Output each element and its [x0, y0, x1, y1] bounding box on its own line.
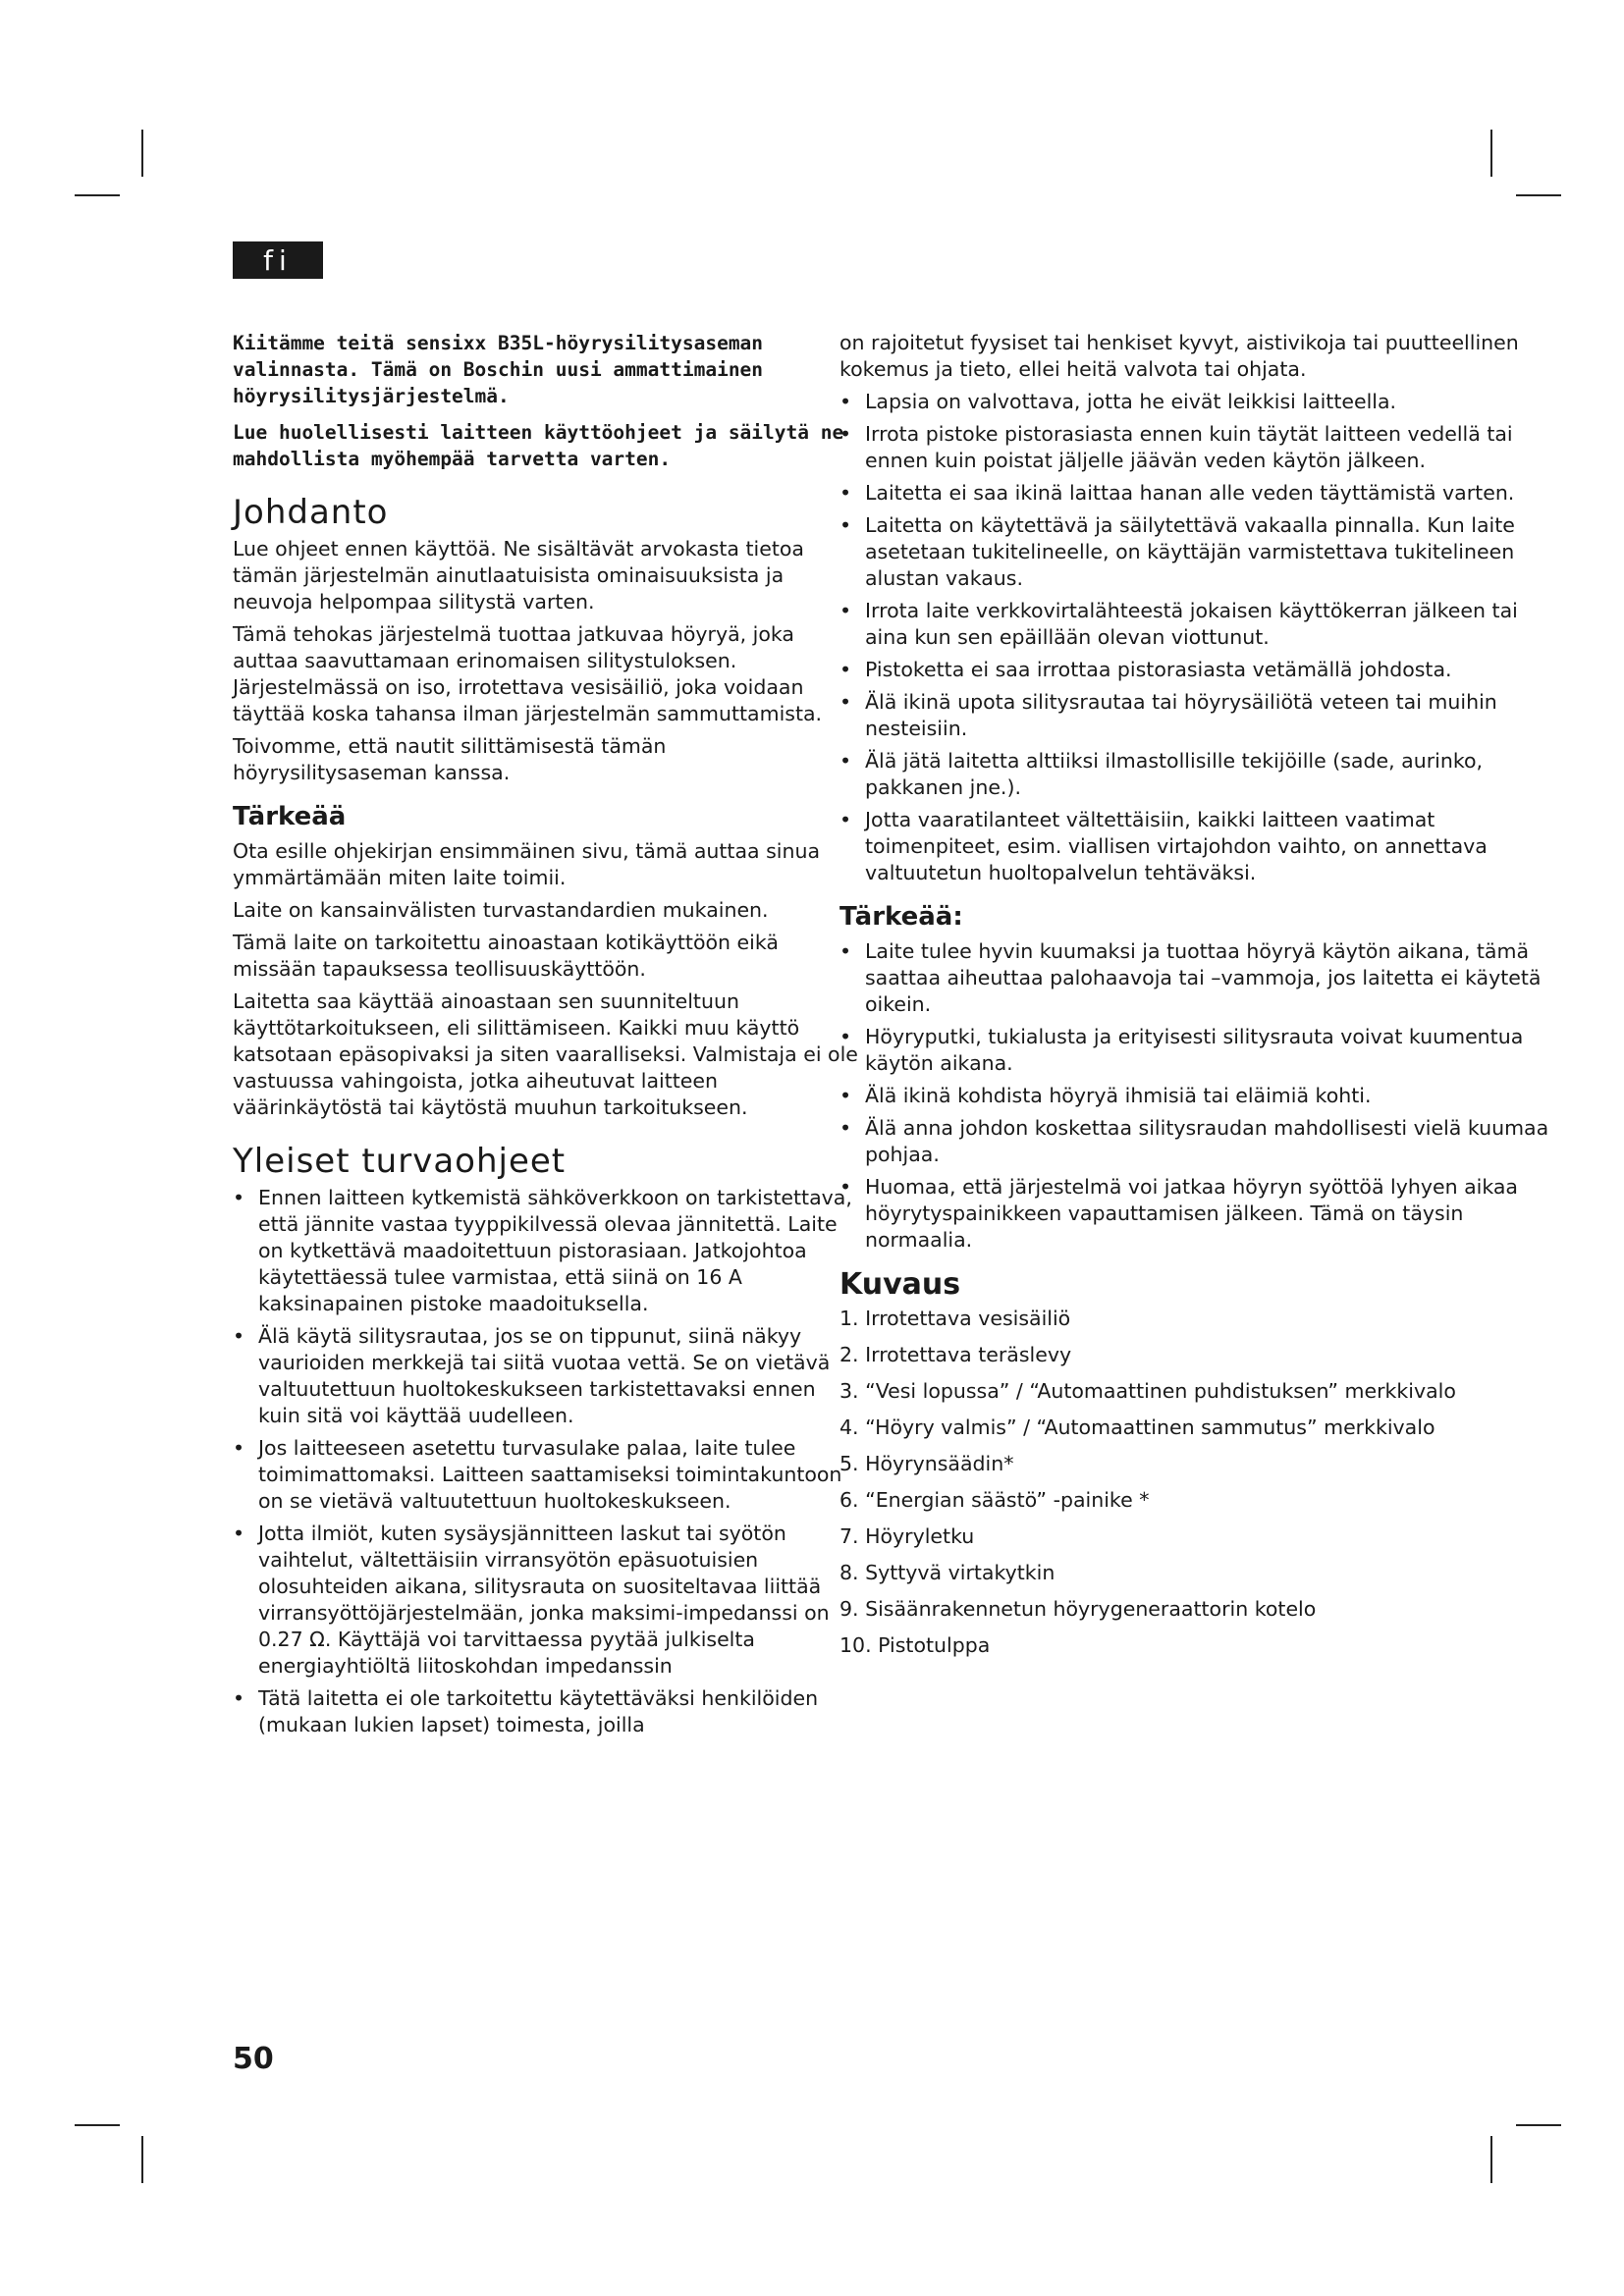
safety-item: • Tätä laitetta ei ole tarkoitettu käytettäväksi henkilöiden (mukaan lukien lapset) toimesta, joilla: [233, 1685, 861, 1738]
crop-mark-top-left-h: [75, 194, 120, 196]
parts-item: 2. Irrotettava teräslevy: [839, 1343, 1072, 1366]
heading-tarkeaa-warning: Tärkeää:: [839, 902, 963, 932]
tarkeaa-paragraph: Laitetta saa käyttää ainoastaan sen suunniteltuun käyttötarkoitukseen, eli silittämiseen. Kaikki muu käyttö katsotaan epäsopivaksi ja siten vaaralliseksi. Valmistaja ei ole vastuussa vahingoista, jotka aiheutuvat laitteen väärinkäytöstä tai käytöstä muuhun tarkoitukseen.: [233, 989, 858, 1119]
parts-item: 1. Irrotettava vesisäiliö: [839, 1307, 1071, 1330]
parts-list: [839, 1306, 1566, 1659]
safety-item: • Jos laitteeseen asetettu turvasulake palaa, laite tulee toimimattomaksi. Laitteen saattamiseksi toimintakuntoon on se vietävä valtuutettuun huoltokeskukseen.: [233, 1435, 861, 1515]
crop-mark-bottom-right-v: [1490, 2136, 1492, 2183]
parts-item: 10. Pistotulppa: [839, 1633, 991, 1657]
safety-item: • Lapsia on valvottava, jotta he eivät leikkisi laitteella.: [839, 389, 1566, 415]
safety-item: • Älä ikinä upota silitysrautaa tai höyrysäiliötä veteen tai muihin nesteisiin.: [839, 689, 1566, 742]
intro-read-carefully: Lue huolellisesti laitteen käyttöohjeet ja säilytä ne mahdollista myöhempää tarvetta varten.: [233, 421, 844, 470]
safety-item: • Jotta ilmiöt, kuten sysäysjännitteen laskut tai syötön vaihtelut, vältettäisiin virransyötön epäsuotuisien olosuhteiden aikana, silitysrauta on suositeltavaa liittää virransyöttöjärjestelmään, jonka maksimi-impedanssi on 0.27 Ω. Käyttäjä voi tarvittaessa pyytää julkiselta energiayhtiöltä liitoskohdan impedanssin: [233, 1521, 861, 1680]
warning-item: • Laite tulee hyvin kuumaksi ja tuottaa höyryä käytön aikana, tämä saattaa aiheuttaa palohaavoja tai –vammoja, jos laitetta ei käytetä oikein.: [839, 938, 1566, 1018]
safety-list-continued: [839, 389, 1566, 886]
parts-item: 5. Höyrynsäädin*: [839, 1452, 1014, 1475]
warning-list: [839, 938, 1566, 1254]
heading-kuvaus: Kuvaus: [839, 1267, 961, 1302]
heading-johdanto: Johdanto: [233, 493, 389, 532]
crop-mark-top-right-v: [1490, 130, 1492, 177]
johdanto-paragraph: Lue ohjeet ennen käyttöä. Ne sisältävät arvokasta tietoa tämän järjestelmän ainutlaatuisista ominaisuuksista ja neuvoja helpompaa silitystä varten.: [233, 537, 804, 614]
safety-item: • Laitetta on käytettävä ja säilytettävä vakaalla pinnalla. Kun laite asetetaan tukitelineelle, on käyttäjän varmistettava tukitelineen alustan vakaus.: [839, 512, 1566, 592]
left-column: [233, 330, 861, 1744]
parts-item: 8. Syttyvä virtakytkin: [839, 1561, 1056, 1584]
parts-item: 6. “Energian säästö” -painike *: [839, 1488, 1150, 1512]
crop-mark-bottom-right-h: [1516, 2124, 1561, 2126]
crop-mark-top-left-v: [141, 130, 143, 177]
page-number: 50: [233, 2042, 274, 2076]
safety-item: • Älä käytä silitysrautaa, jos se on tippunut, siinä näkyy vaurioiden merkkejä tai siitä vuotaa vettä. Se on vietävä valtuutettuun huoltokeskukseen tarkistettavaksi ennen kuin sitä voi käyttää uudelleen.: [233, 1323, 861, 1429]
parts-item: 7. Höyryletku: [839, 1524, 975, 1548]
safety-item: • Pistoketta ei saa irrottaa pistorasiasta vetämällä johdosta.: [839, 657, 1566, 683]
safety-list: [233, 1185, 861, 1738]
intro-thanks: Kiitämme teitä sensixx B35L-höyrysilitysaseman valinnasta. Tämä on Boschin uusi ammattimainen höyrysilitysjärjestelmä.: [233, 332, 764, 407]
safety-item: • Jotta vaaratilanteet vältettäisiin, kaikki laitteen vaatimat toimenpiteet, esim. viallisen virtajohdon vaihto, on annettava valtuutetun huoltopalvelun tehtäväksi.: [839, 807, 1566, 886]
language-tab: fi: [233, 241, 323, 279]
warning-item: • Älä anna johdon koskettaa silitysraudan mahdollisesti vielä kuumaa pohjaa.: [839, 1115, 1566, 1168]
crop-mark-bottom-left-v: [141, 2136, 143, 2183]
safety-item: • Laitetta ei saa ikinä laittaa hanan alle veden täyttämistä varten.: [839, 480, 1566, 507]
heading-turvaohjeet: Yleiset turvaohjeet: [233, 1142, 567, 1181]
johdanto-paragraph: Toivomme, että nautit silittämisestä tämän höyrysilitysaseman kanssa.: [233, 734, 667, 784]
warning-item: • Älä ikinä kohdista höyryä ihmisiä tai eläimiä kohti.: [839, 1083, 1566, 1109]
crop-mark-top-right-h: [1516, 194, 1561, 196]
right-column: [839, 330, 1566, 1669]
tarkeaa-paragraph: Tämä laite on tarkoitettu ainoastaan kotikäyttöön eikä missään tapauksessa teollisuuskäyttöön.: [233, 931, 779, 981]
safety-item: • Irrota pistoke pistorasiasta ennen kuin täytät laitteen vedellä tai ennen kuin poistat jäljelle jäävän veden käytön jälkeen.: [839, 421, 1566, 474]
warning-item: • Höyryputki, tukialusta ja erityisesti silitysrauta voivat kuumentua käytön aikana.: [839, 1024, 1566, 1077]
tarkeaa-paragraph: Ota esille ohjekirjan ensimmäinen sivu, tämä auttaa sinua ymmärtämään miten laite toimii.: [233, 839, 821, 889]
johdanto-paragraph: Tämä tehokas järjestelmä tuottaa jatkuvaa höyryä, joka auttaa saavuttamaan erinomaisen silitystuloksen. Järjestelmässä on iso, irrotettava vesisäiliö, joka voidaan täyttää koska tahansa ilman järjestelmän sammuttamista.: [233, 622, 823, 725]
tarkeaa-paragraph: Laite on kansainvälisten turvastandardien mukainen.: [233, 898, 769, 922]
safety-item: • Älä jätä laitetta alttiiksi ilmastollisille tekijöille (sade, aurinko, pakkanen jne.).: [839, 748, 1566, 801]
parts-item: 3. “Vesi lopussa” / “Automaattinen puhdistuksen” merkkivalo: [839, 1379, 1456, 1403]
parts-item: 9. Sisäänrakennetun höyrygeneraattorin kotelo: [839, 1597, 1317, 1621]
safety-continuation: on rajoitetut fyysiset tai henkiset kyvyt, aistivikoja tai puutteellinen kokemus ja tieto, ellei heitä valvota tai ohjata.: [839, 331, 1519, 381]
crop-mark-bottom-left-h: [75, 2124, 120, 2126]
parts-item: 4. “Höyry valmis” / “Automaattinen sammutus” merkkivalo: [839, 1415, 1435, 1439]
safety-item: • Irrota laite verkkovirtalähteestä jokaisen käyttökerran jälkeen tai aina kun sen epäillään olevan viottunut.: [839, 598, 1566, 651]
safety-item: • Ennen laitteen kytkemistä sähköverkkoon on tarkistettava, että jännite vastaa tyyppikilvessä olevaa jännitettä. Laite on kytkettävä maadoitettuun pistorasiaan. Jatkojohtoa käytettäessä tulee varmistaa, että siinä on 16 A kaksinapainen pistoke maadoituksella.: [233, 1185, 861, 1317]
heading-tarkeaa: Tärkeää: [233, 802, 347, 831]
warning-item: • Huomaa, että järjestelmä voi jatkaa höyryn syöttöä lyhyen aikaa höyrytyspainikkeen vapauttamisen jälkeen. Tämä on täysin normaalia.: [839, 1174, 1566, 1254]
